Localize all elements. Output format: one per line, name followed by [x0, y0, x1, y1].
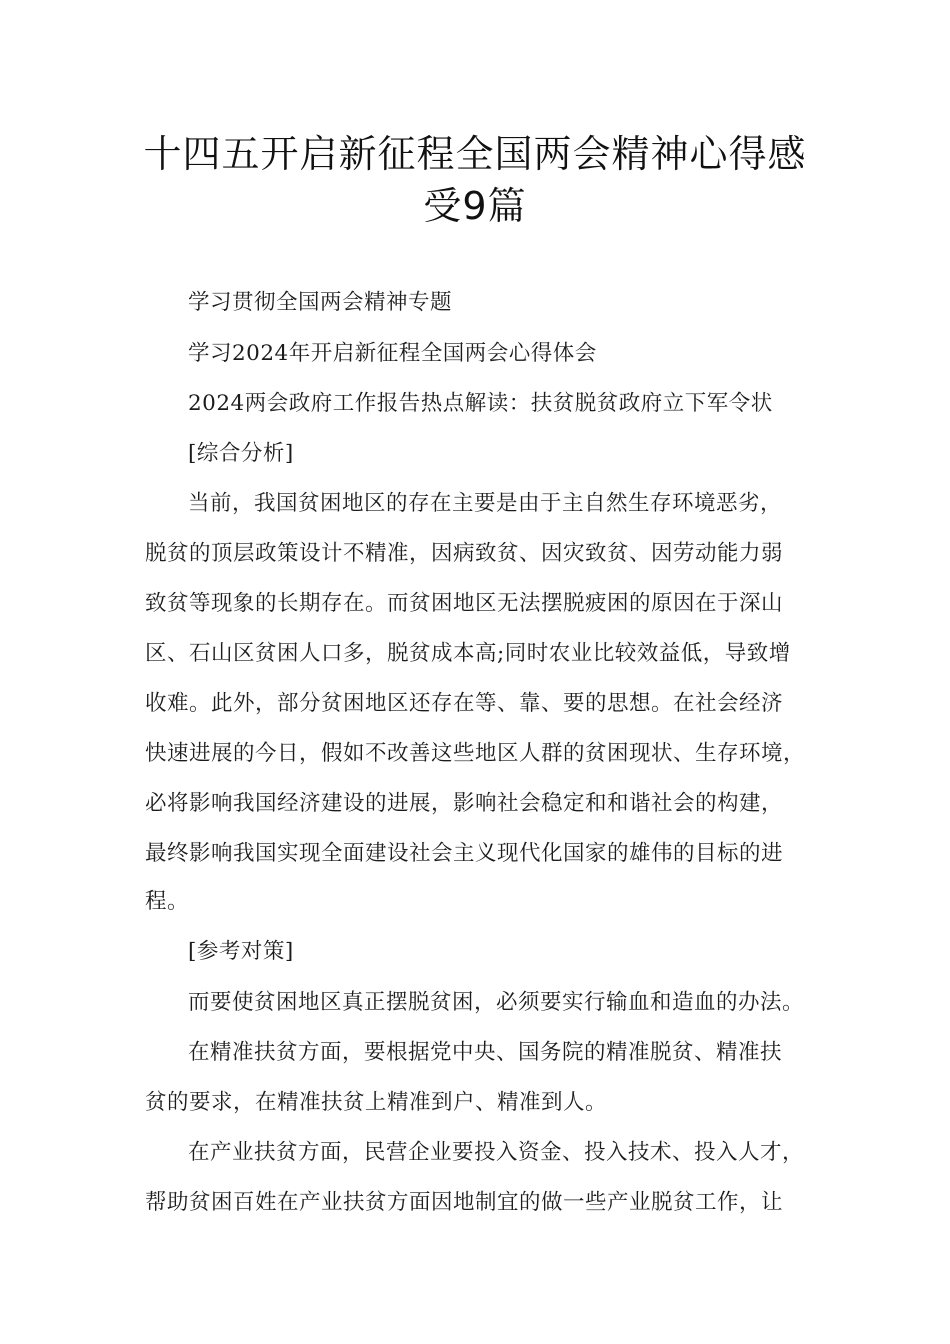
paragraph-line: 2024两会政府工作报告热点解读：扶贫脱贫政府立下军令状: [188, 391, 773, 416]
paragraph-line: 而要使贫困地区真正摆脱贫困，必须要实行输血和造血的办法。: [188, 990, 805, 1015]
section-heading: [参考对策]: [188, 939, 294, 964]
paragraph-line: 学习贯彻全国两会精神专题: [188, 290, 453, 315]
paragraph-line: 脱贫的顶层政策设计不精准，因病致贫、因灾致贫、因劳动能力弱: [145, 541, 784, 566]
paragraph-line: 最终影响我国实现全面建设社会主义现代化国家的雄伟的目标的进: [145, 841, 784, 866]
paragraph-line: 当前，我国贫困地区的存在主要是由于主自然生存环境恶劣，: [188, 491, 783, 516]
paragraph-line: 区、石山区贫困人口多，脱贫成本高;同时农业比较效益低，导致增: [145, 641, 791, 666]
paragraph-line: 贫的要求，在精准扶贫上精准到户、精准到人。: [145, 1090, 608, 1115]
document-title-line-1: 十四五开启新征程全国两会精神心得感: [143, 132, 807, 176]
paragraph-line: 程。: [145, 889, 190, 914]
paragraph-line: 致贫等现象的长期存在。而贫困地区无法摆脱疲困的原因在于深山: [145, 591, 784, 616]
paragraph-line: 快速进展的今日，假如不改善这些地区人群的贫困现状、生存环境，: [145, 741, 806, 766]
section-heading: [综合分析]: [188, 441, 294, 466]
paragraph-line: 收难。此外，部分贫困地区还存在等、靠、要的思想。在社会经济: [145, 691, 784, 716]
paragraph-line: 必将影响我国经济建设的进展，影响社会稳定和和谐社会的构建，: [145, 791, 784, 816]
paragraph-line: 在精准扶贫方面，要根据党中央、国务院的精准脱贫、精准扶: [188, 1040, 783, 1065]
document-title-line-2: 受9篇: [423, 184, 527, 228]
paragraph-line: 帮助贫困百姓在产业扶贫方面因地制宜的做一些产业脱贫工作，让: [145, 1190, 784, 1215]
paragraph-line: 在产业扶贫方面，民营企业要投入资金、投入技术、投入人才，: [188, 1140, 805, 1165]
paragraph-line: 学习2024年开启新征程全国两会心得体会: [188, 341, 597, 366]
